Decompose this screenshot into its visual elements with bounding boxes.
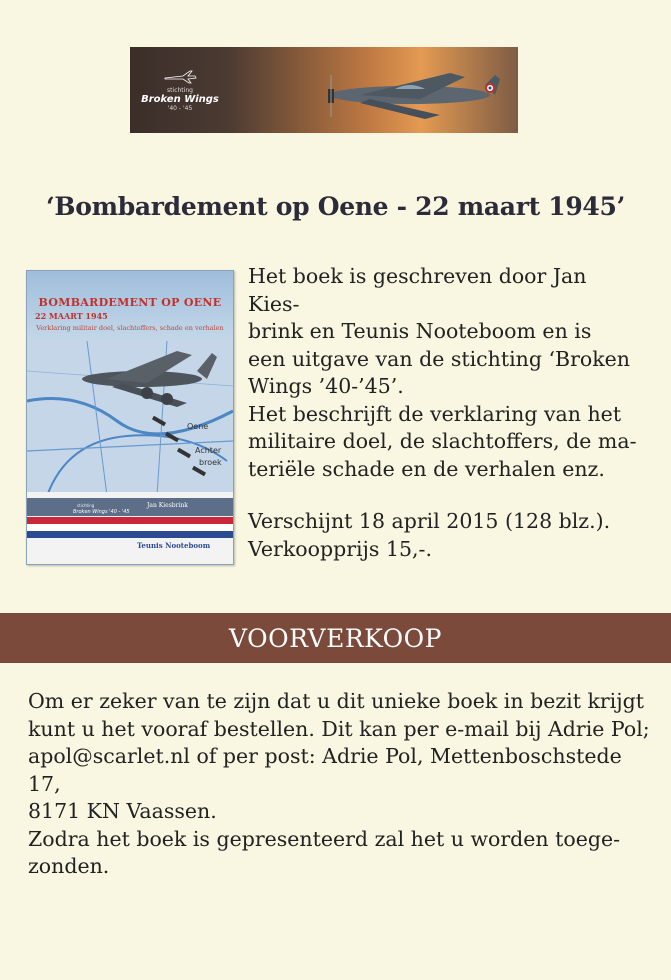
description-line: Het beschrijft de verklaring van het [248, 401, 622, 426]
description-line: brink en Teunis Nooteboom en is [248, 319, 592, 343]
cover-subtitle: Verklaring militair doel, slachtoffers, schade en verhalen [36, 324, 224, 332]
cover-stichting: stichting [77, 503, 95, 508]
description-line: een uitgave van de stichting ‘Broken [248, 346, 630, 371]
cover-author-2: Teunis Nooteboom [137, 541, 211, 550]
order-info [28, 688, 653, 881]
airplane-icon [163, 69, 197, 85]
map-label-achter: Achter [195, 446, 222, 455]
flag-stripe-white [27, 524, 233, 531]
order-line: 8171 KN Vaassen. [28, 799, 217, 823]
presale-banner [0, 613, 671, 663]
cover-date: 22 MAART 1945 [35, 311, 108, 321]
presale-label: VOORVERKOOP [229, 623, 442, 653]
price: Verkoopprijs 15,-. [248, 536, 432, 561]
description-line: Het boek is geschreven door Jan Kies- [248, 264, 587, 316]
cover-author-1: Jan Kiesbrink [147, 502, 188, 509]
cover-stripe [27, 498, 233, 516]
banner-years: '40 - '45 [167, 104, 193, 112]
order-line: Zodra het boek is gepresenteerd zal het u worden toege- [28, 826, 621, 851]
broken-wings-banner [130, 47, 518, 133]
flag-stripe-blue [27, 531, 233, 538]
banner-name: Broken Wings [141, 93, 219, 105]
flag-stripe-red [27, 517, 233, 524]
description-line: Wings ’40-’45’. [248, 374, 404, 398]
book-description [248, 263, 640, 563]
cover-title: BOMBARDEMENT OP OENE [38, 296, 222, 309]
spacer [248, 483, 640, 508]
spitfire-icon [300, 55, 518, 131]
banner-logo [130, 47, 230, 133]
description-line: teriële schade en de verhalen enz. [248, 456, 605, 481]
cover-brand: Broken Wings '40 - '45 [73, 509, 130, 515]
cover-map [27, 341, 233, 496]
order-line: kunt u het vooraf bestellen. Dit kan per e-mail bij Adrie Pol; [28, 716, 650, 741]
map-label-broek: broek [199, 458, 222, 467]
release-date: Verschijnt 18 april 2015 (128 blz.). [248, 509, 611, 533]
order-line: zonden. [28, 854, 110, 878]
page-title: ‘Bombardement op Oene - 22 maart 1945’ [45, 192, 626, 221]
book-cover [26, 270, 234, 565]
description-line: militaire doel, de slachtoffers, de ma- [248, 429, 637, 453]
banner-stichting: stichting [167, 86, 193, 94]
order-line: Om er zeker van te zijn dat u dit unieke boek in bezit krijgt [28, 689, 644, 713]
order-line-email: apol@scarlet.nl of per post: Adrie Pol, Mettenboschstede 17, [28, 744, 622, 796]
map-label-oene: Oene [187, 422, 209, 431]
